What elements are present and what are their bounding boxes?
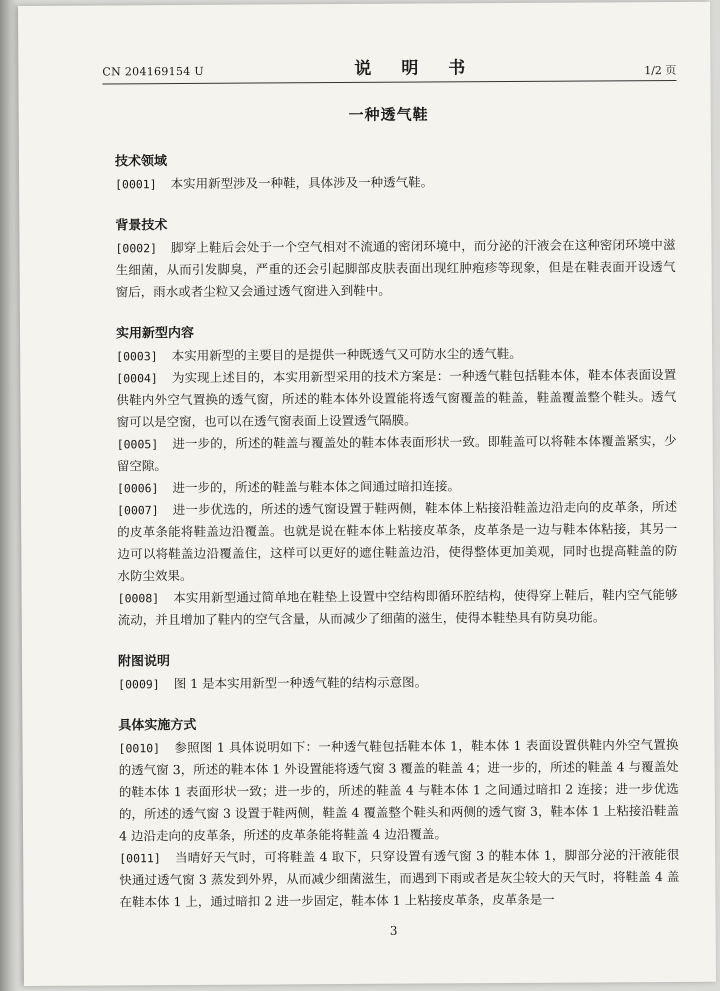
paragraph-text: 本实用新型的主要目的是提供一种既透气又可防水尘的透气鞋。 bbox=[171, 345, 522, 364]
paragraph-number: [0011] bbox=[119, 851, 161, 866]
page-number: 3 bbox=[389, 923, 398, 938]
paragraph-text: 进一步的，所述的鞋盖与覆盖处的鞋本体表面形状一致。即鞋盖可以将鞋本体覆盖紧实，少留空隙。 bbox=[116, 432, 677, 474]
paragraph-text: 图 1 是本实用新型一种透气鞋的结构示意图。 bbox=[173, 674, 428, 692]
document-body bbox=[115, 148, 680, 913]
document-title: 一种透气鞋 bbox=[348, 105, 429, 124]
paragraph-text: 进一步的，所述的鞋盖与鞋本体之间通过暗扣连接。 bbox=[172, 478, 461, 496]
paragraph bbox=[115, 234, 675, 303]
paragraph-number: [0010] bbox=[118, 741, 161, 756]
paragraph-number: [0008] bbox=[117, 591, 160, 606]
paragraph bbox=[117, 496, 678, 587]
page-indicator: 1/2 页 bbox=[644, 63, 677, 78]
section-heading: 实用新型内容 bbox=[115, 325, 195, 342]
paragraph bbox=[119, 844, 679, 913]
paragraph bbox=[116, 364, 676, 433]
paragraph-text: 本实用新型涉及一种鞋，具体涉及一种透气鞋。 bbox=[170, 174, 434, 192]
paragraph-number: [0003] bbox=[116, 349, 158, 364]
publication-number: CN 204169154 U bbox=[102, 64, 204, 79]
paragraph-text: 脚穿上鞋后会处于一个空气相对不流通的密闭环境中，而分泌的汗液会在这种密闭环境中滋生细菌，从而引发脚臭，严重的还会引起脚部皮肤表面出现红肿疱疹等现象，但是在鞋表面开设透气窗后，雨水或者尘粒又会通过透气窗进入到鞋中。 bbox=[115, 236, 676, 300]
paragraph-number: [0009] bbox=[118, 677, 160, 692]
patent-page bbox=[18, 2, 716, 986]
paragraph-number: [0002] bbox=[115, 241, 158, 256]
paragraph bbox=[118, 584, 678, 631]
paragraph-text: 本实用新型通过简单地在鞋垫上设置中空结构即循环腔结构，使得穿上鞋后，鞋内空气能够流动，并且增加了鞋内的空气含量，从而减少了细菌的滋生，使得本鞋垫具有防臭功能。 bbox=[117, 586, 678, 628]
paragraph-text: 当晴好天气时，可将鞋盖 4 取下，只穿设置有透气窗 3 的鞋本体 1，脚部分泌的汗液能很快通过透气窗 3 蒸发到外界，从而减少细菌滋生，而遇到下雨或者是灰尘较大的天气时，将鞋盖 4 盖在鞋本体 1 上，通过暗扣 2 进一步固定，鞋本体 1 上粘接皮革条，皮革条是一 bbox=[119, 846, 680, 910]
paragraph bbox=[117, 430, 677, 477]
document-type: 说 明 书 bbox=[354, 58, 478, 79]
section-heading: 附图说明 bbox=[117, 654, 171, 670]
paragraph-number: [0005] bbox=[116, 437, 159, 452]
paragraph bbox=[118, 734, 679, 847]
scan-edge-shadow bbox=[0, 0, 18, 991]
paragraph-number: [0004] bbox=[116, 371, 158, 386]
section-heading: 具体实施方式 bbox=[118, 717, 197, 734]
page-header bbox=[102, 50, 676, 84]
paragraph-text: 进一步优选的，所述的透气窗设置于鞋两侧，鞋本体上粘接沿鞋盖边沿走向的皮革条，所述的皮革条能将鞋盖边沿覆盖。也就是说在鞋本体上粘接皮革条，皮革条是一边与鞋本体粘接，其另一边可以将鞋盖边沿覆盖住，这样可以更好的遮住鞋盖边沿，使得整体更加美观，同时也提高鞋盖的防水防尘效果。 bbox=[117, 498, 678, 584]
paragraph-text: 为实现上述目的，本实用新型采用的技术方案是：一种透气鞋包括鞋本体，鞋本体表面设置供鞋内外空气置换的透气窗，所述的鞋本体外设置能将透气窗覆盖的鞋盖，鞋盖覆盖整个鞋头。透气窗可以是空窗，也可以在透气窗表面上设置透气隔膜。 bbox=[116, 366, 677, 430]
section-heading: 背景技术 bbox=[115, 218, 168, 234]
section-heading: 技术领域 bbox=[114, 154, 168, 170]
paragraph-number: [0007] bbox=[117, 503, 159, 518]
paragraph-text: 参照图 1 具体说明如下：一种透气鞋包括鞋本体 1，鞋本体 1 表面设置供鞋内外空气置换的透气窗 3，所述的鞋本体 1 外设置能将透气窗 3 覆盖的鞋盖 4；进一步的，所述的鞋盖 4 与覆盖处的鞋本体 1 表面形状一致；进一步的，所述的鞋盖 4 与鞋本体 1 之间通过暗扣 2 连接；进一步优选的，所述的透气窗 3 设置于鞋两侧，鞋盖 4 覆盖整个鞋头和两侧的透气窗 3，鞋本体 1 上粘接沿鞋盖 4 边沿走向的皮革条，所述的皮革条能将鞋盖 4 边沿覆盖。 bbox=[118, 736, 679, 844]
paragraph-number: [0001] bbox=[115, 177, 157, 192]
paragraph-number: [0006] bbox=[116, 481, 159, 496]
